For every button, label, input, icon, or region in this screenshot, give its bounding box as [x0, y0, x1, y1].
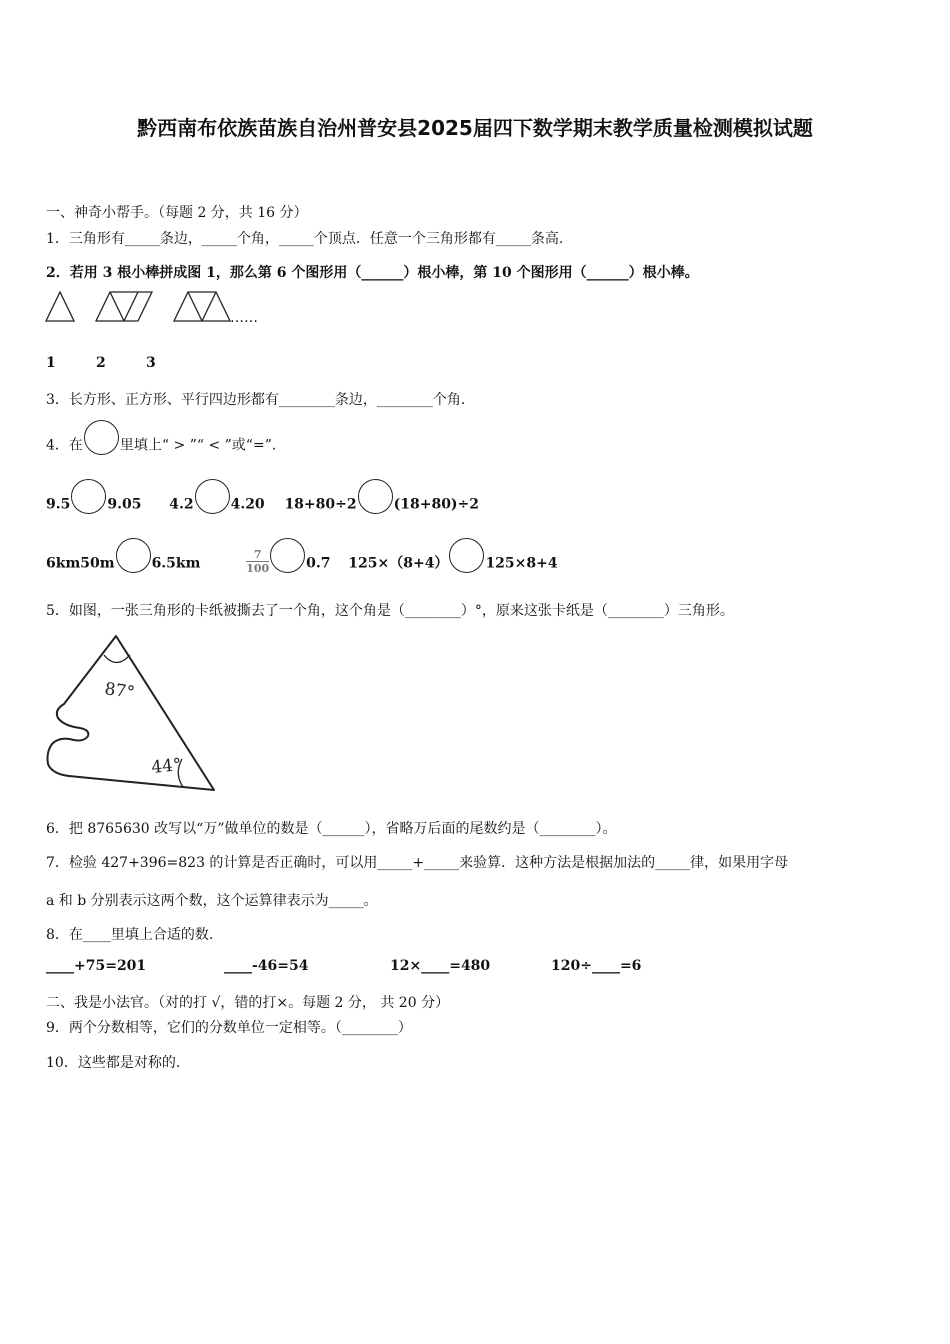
figure-3-divider	[188, 292, 202, 321]
fill-item-1: ____+75=201	[46, 958, 147, 974]
section2-header: 二、我是小法官。（对的打 √，错的打×。每题 2 分， 共 20 分）	[46, 995, 450, 1011]
compare-circle[interactable]	[270, 538, 305, 573]
q4-suffix: 里填上“ > ”“ < ”或“=”.	[119, 437, 277, 454]
compare-right: 4.20	[230, 496, 265, 513]
fill-item-2: ____-46=54	[224, 958, 309, 974]
compare-circle[interactable]	[71, 479, 106, 514]
torn-triangle-figure	[44, 634, 219, 796]
compare-row-1	[46, 487, 479, 522]
angle-label-top: 87°	[103, 679, 136, 704]
fraction-denominator: 100	[246, 562, 270, 575]
compare-circle[interactable]	[195, 479, 230, 514]
question-3: 3．长方形、正方形、平行四边形都有________条边，________个角.	[46, 392, 466, 408]
question-8: 8．在____里填上合适的数.	[46, 927, 214, 943]
question-7-line-1: 7．检验 427+396=823 的计算是否正确时，可以用_____+_____来验算．这种方法是根据加法的_____律，如果用字母	[46, 855, 789, 871]
fraction-7-100	[246, 548, 269, 575]
figure-2-divider	[110, 292, 124, 321]
compare-left: 9.5	[46, 496, 71, 513]
figure-label-1: 1	[46, 355, 56, 371]
compare-left: 18+80÷2	[284, 496, 357, 513]
compare-circle[interactable]	[358, 479, 393, 514]
compare-right: 6.5km	[151, 555, 201, 572]
compare-row-2	[46, 546, 558, 581]
figure-1-triangle	[46, 292, 74, 321]
figure-2-triangles	[96, 292, 152, 321]
compare-left: 6km50m	[46, 555, 115, 572]
q4-prefix: 4．在	[46, 437, 83, 454]
figure-2-divider	[124, 292, 138, 321]
figure-3-divider	[202, 292, 216, 321]
question-2: 2．若用 3 根小棒拼成图 1，那么第 6 个图形用（______）根小棒，第 10 个图形用（______）根小棒。	[46, 265, 699, 281]
figure-label-2: 2	[96, 355, 106, 371]
compare-left: 4.2	[169, 496, 194, 513]
section1-header: 一、神奇小帮手。（每题 2 分，共 16 分）	[46, 205, 308, 221]
compare-right: (18+80)÷2	[393, 496, 480, 513]
angle-label-bottom: 44°	[150, 754, 183, 778]
question-5: 5．如图，一张三角形的卡纸被撕去了一个角，这个角是（________）°，原来这张卡纸是（________）三角形。	[46, 603, 734, 619]
compare-circle[interactable]	[449, 538, 484, 573]
question-4	[46, 428, 276, 463]
fraction-numerator: 7	[246, 548, 269, 562]
pattern-ellipsis: ……	[230, 310, 258, 326]
compare-circle[interactable]	[116, 538, 151, 573]
figure-label-3: 3	[146, 355, 156, 371]
compare-circle-example	[84, 420, 119, 455]
figure-3-triangles	[174, 292, 230, 321]
question-7-line-2: a 和 b 分别表示这两个数，这个运算律表示为_____。	[46, 893, 378, 909]
compare-right: 0.7	[306, 555, 331, 572]
fill-item-4: 120÷____=6	[551, 958, 642, 974]
question-10: 10．这些都是对称的.	[46, 1055, 181, 1071]
page-title: 黔西南布依族苗族自治州普安县2025届四下数学期末教学质量检测模拟试题	[137, 116, 813, 140]
compare-right: 9.05	[107, 496, 142, 513]
compare-left: 125×（8+4）	[348, 555, 449, 572]
torn-triangle-outline	[48, 636, 215, 790]
angle-arc-top	[104, 655, 130, 663]
fill-item-3: 12×____=480	[390, 958, 491, 974]
compare-right: 125×8+4	[485, 555, 558, 572]
question-9: 9．两个分数相等，它们的分数单位一定相等。（________）	[46, 1020, 412, 1036]
question-6: 6．把 8765630 改写以“万”做单位的数是（______），省略万后面的尾数约是（________）。	[46, 821, 617, 837]
question-1: 1．三角形有_____条边，_____个角，_____个顶点．任意一个三角形都有_____条高.	[46, 231, 564, 247]
